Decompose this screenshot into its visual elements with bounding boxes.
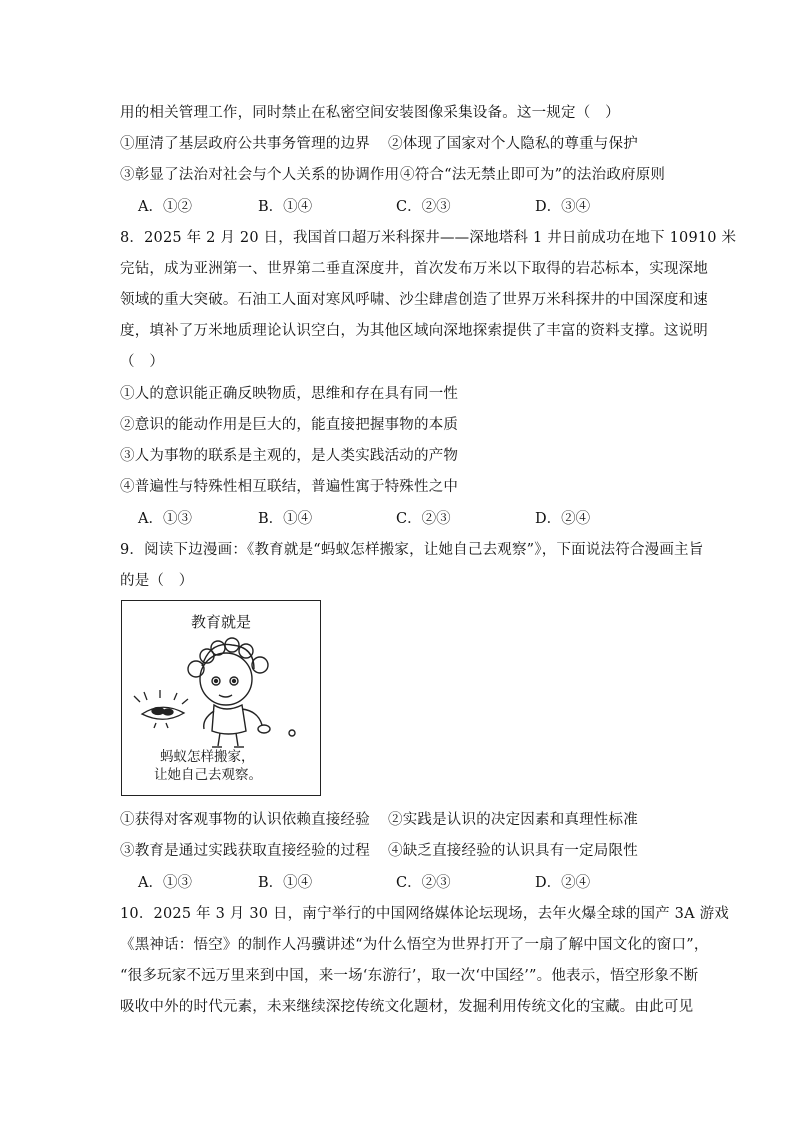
q9-stem-line-2: 的是（ ） [120,573,194,589]
comic-caption-top: 教育就是 [190,613,251,631]
q8-stem-line-3: 领域的重大突破。石油工人面对寒风呼啸、沙尘肆虐创造了世界万米科探井的中国深度和速 [120,292,708,308]
q8-statement-3: ③人为事物的联系是主观的，是人类实践活动的产物 [120,448,459,464]
q7-stem-line: 用的相关管理工作，同时禁止在私密空间安装图像采集设备。这一规定（ ） [120,105,620,121]
q9-option-b[interactable]: B．①④ [258,875,313,891]
q7-option-c[interactable]: C．②③ [396,199,451,215]
q9-statement-4: ④缺乏直接经验的认识具有一定局限性 [388,843,638,859]
comic-caption-bottom [154,748,320,784]
q9-statements-row-1 [120,810,680,830]
q8-stem-line-1: 8．2025 年 2 月 20 日，我国首口超万米科探井——深地塔科 1 井日前成功在地下 10910 米 [120,230,737,246]
q10-stem-line-4: 吸收中外的时代元素，未来继续深挖传统文化题材，发掘利用传统文化的宝藏。由此可见 [120,999,694,1015]
comic-caption-bottom-line-2: 让她自己去观察。 [154,767,262,783]
q10-stem-line-3: “很多玩家不远万里来到中国，来一场‘东游行’，取一次‘中国经’”。他表示，悟空形象不断 [120,968,699,984]
girl-drawing [188,638,295,747]
q8-option-c[interactable]: C．②③ [396,511,451,527]
q10-stem-line-1: 10．2025 年 3 月 30 日，南宁举行的中国网络媒体论坛现场，去年火爆全球的国产 3A 游戏 [120,906,729,922]
q8-option-b[interactable]: B．①④ [258,511,313,527]
q7-statement-4: ④符合“法无禁止即可为”的法治政府原则 [400,167,666,183]
q8-statement-4: ④普遍性与特殊性相互联结，普遍性寓于特殊性之中 [120,479,459,495]
q10-stem-line-2: 《黑神话：悟空》的制作人冯骥讲述“为什么悟空为世界打开了一扇了解中国文化的窗口”， [120,937,709,953]
q9-option-d[interactable]: D．②④ [535,875,591,891]
q8-statement-1: ①人的意识能正确反映物质，思维和存在具有同一性 [120,386,459,402]
q9-statement-1: ①获得对客观事物的认识依赖直接经验 [120,812,370,828]
q9-statement-2: ②实践是认识的决定因素和真理性标准 [388,812,638,828]
q8-stem-line-5: （ ） [120,354,165,370]
q9-statements-row-2 [120,841,680,861]
q8-stem-line-2: 完钻，成为亚洲第一、世界第二垂直深度井，首次发布万米以下取得的岩芯标本，实现深地 [120,261,708,277]
comic-illustration [121,600,321,796]
q9-option-a[interactable]: A．①③ [138,875,192,891]
q8-statement-2: ②意识的能动作用是巨大的，能直接把握事物的本质 [120,417,459,433]
q9-option-c[interactable]: C．②③ [396,875,451,891]
q8-stem-line-4: 度，填补了万米地质理论认识空白，为其他区域向深地探索提供了丰富的资料支撑。这说明 [120,323,708,339]
q7-statements-row-2 [120,165,680,185]
q8-option-d[interactable]: D．②④ [535,511,591,527]
q7-statements-row-1 [120,134,680,154]
q9-statement-3: ③教育是通过实践获取直接经验的过程 [120,843,370,859]
ant-leaf-drawing [134,690,188,728]
q7-option-b[interactable]: B．①④ [258,199,313,215]
q7-statement-3: ③彰显了法治对社会与个人关系的协调作用 [120,167,400,183]
q9-stem-line-1: 9．阅读下边漫画：《教育就是“蚂蚁怎样搬家，让她自己去观察”》，下面说法符合漫画主旨 [120,542,704,558]
q7-option-a[interactable]: A．①② [138,199,192,215]
q7-statement-2: ②体现了国家对个人隐私的尊重与保护 [388,136,638,152]
q7-statement-1: ①厘清了基层政府公共事务管理的边界 [120,136,370,152]
q8-option-a[interactable]: A．①③ [138,511,192,527]
q7-option-d[interactable]: D．③④ [535,199,591,215]
comic-caption-bottom-line-1: 蚂蚁怎样搬家， [160,749,255,765]
